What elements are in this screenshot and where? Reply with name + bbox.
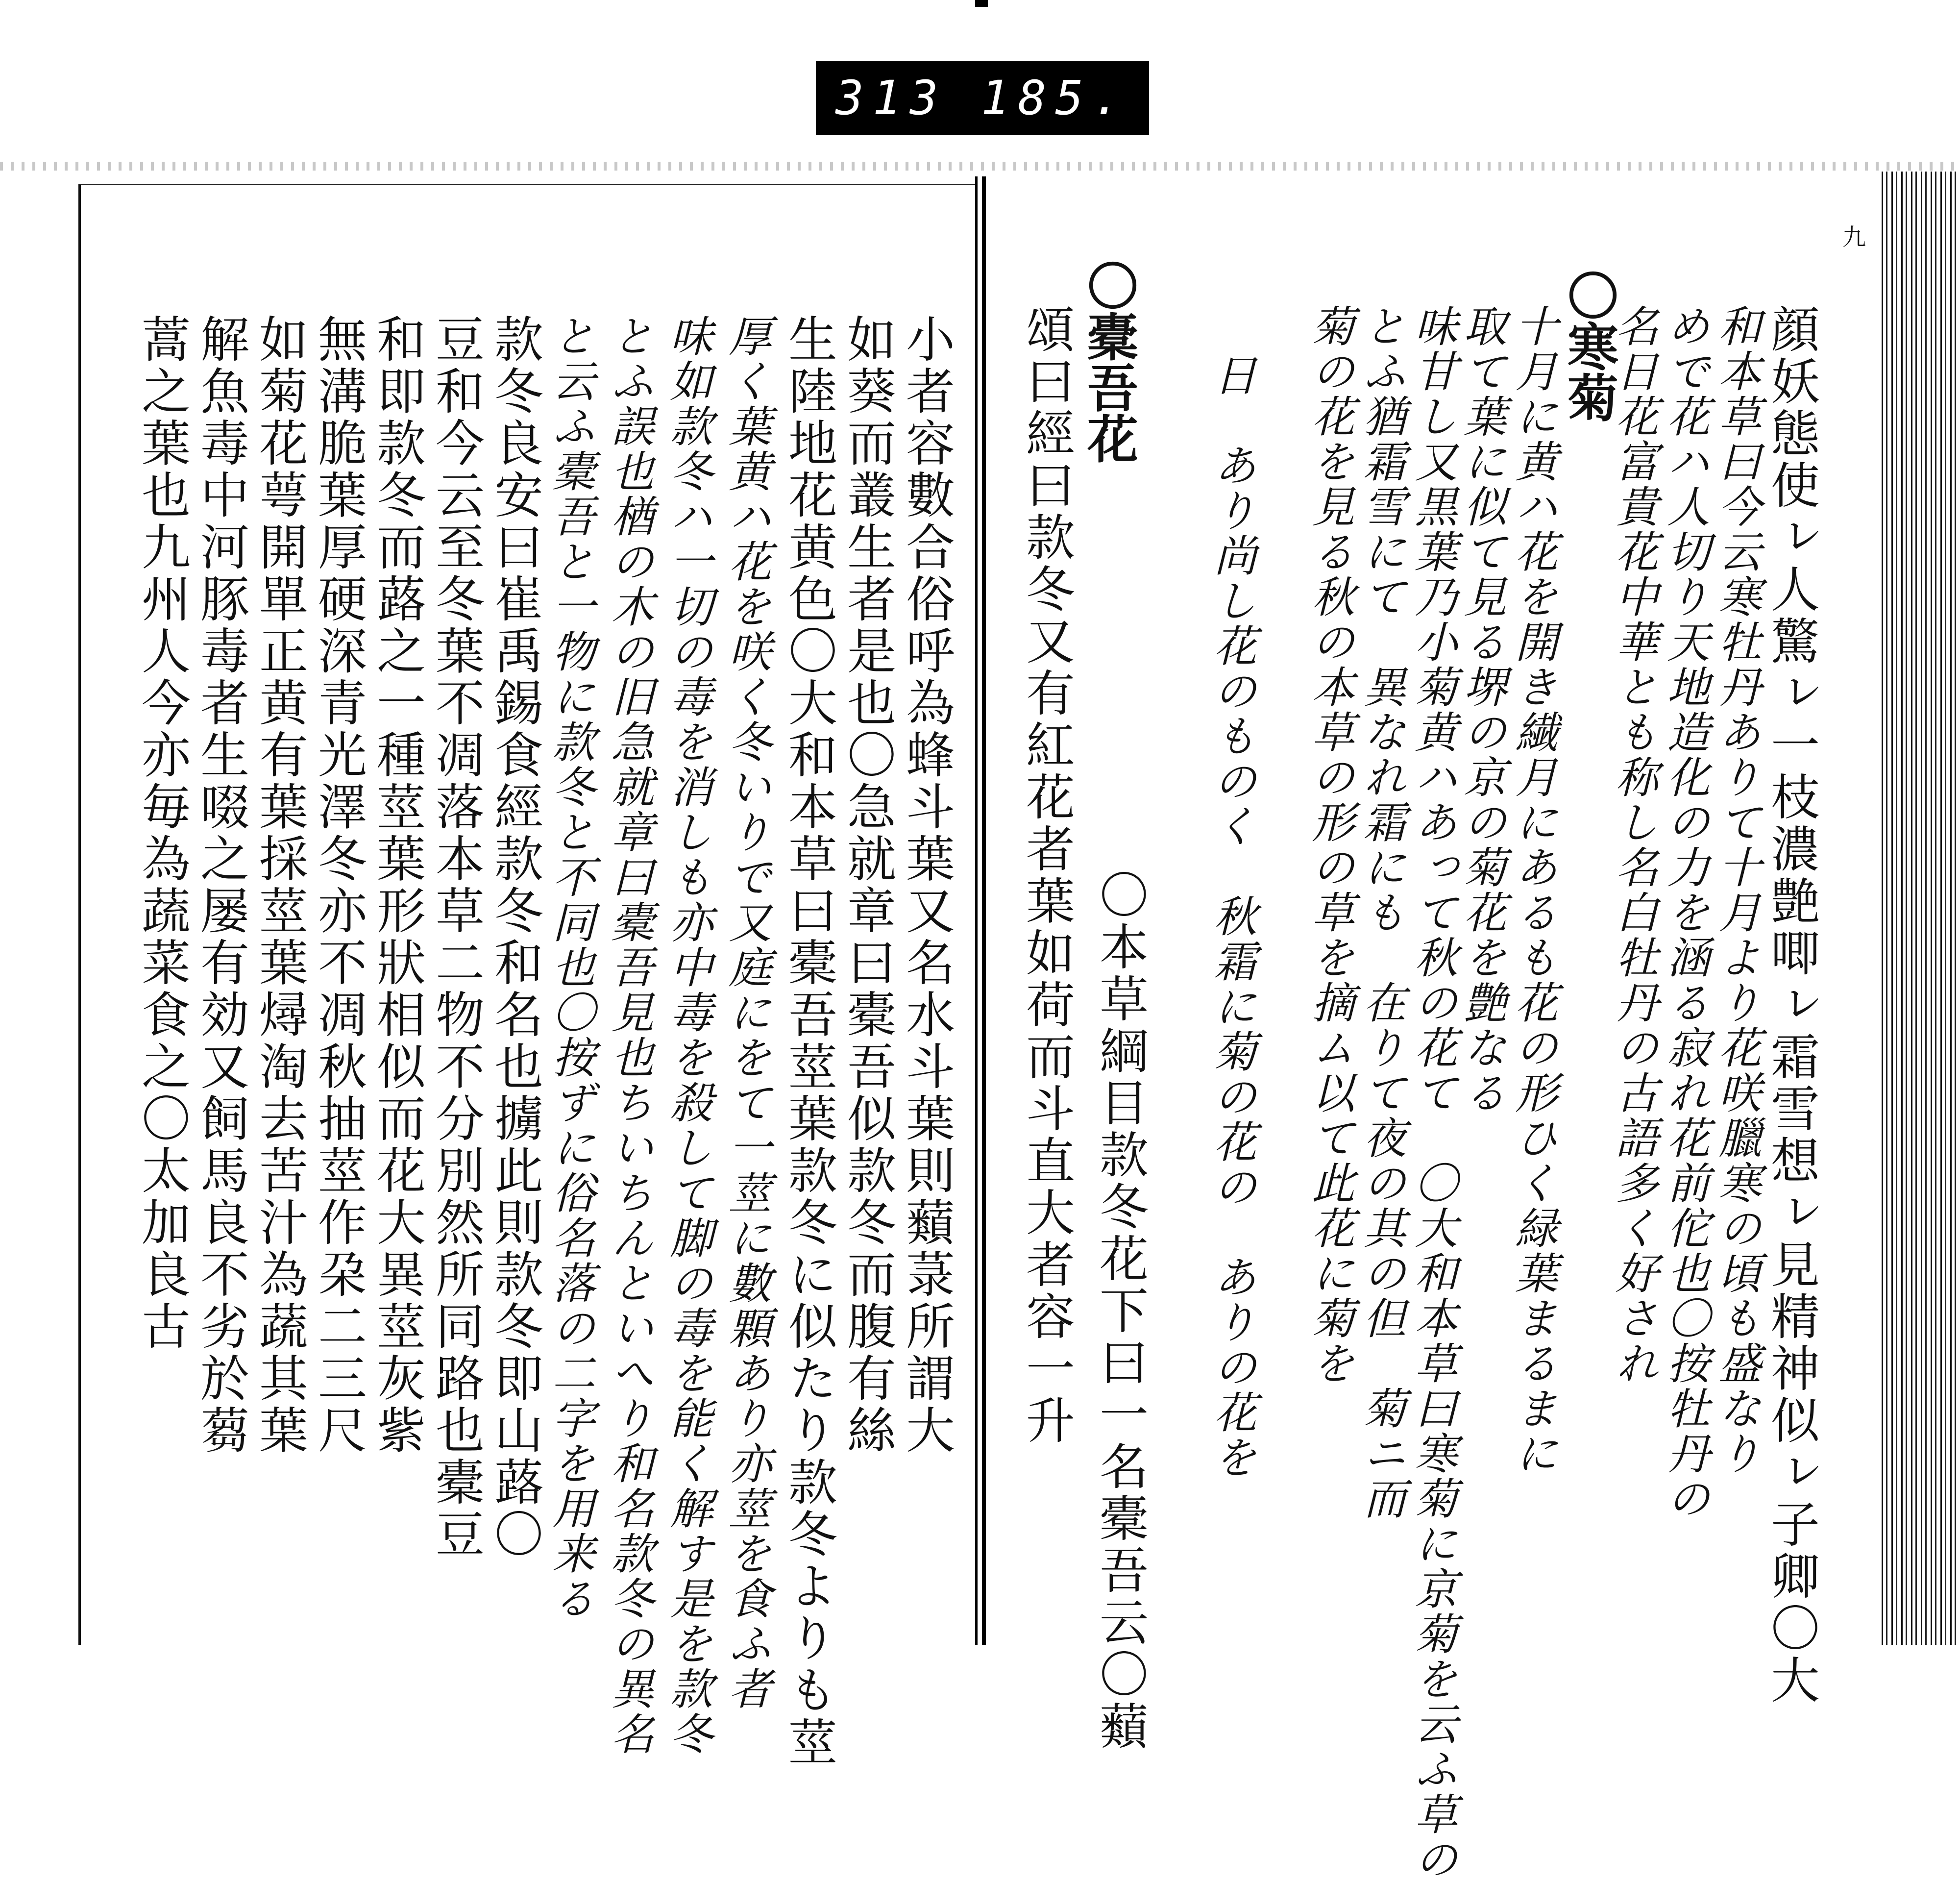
right-column-11: 日 あり尚し花のものく 秋霜に菊の花の ありの花を: [1207, 353, 1257, 1480]
left-column-6: とふ誤也楢の木の旧急就章曰橐吾見也ちいちんといへり和名款冬の異名: [604, 314, 655, 1757]
left-column-2: 如葵而叢生者是也〇急就章曰橐吾似款冬而腹有絲: [839, 314, 896, 1457]
scanner-noise-strip: [0, 162, 1960, 171]
left-column-9: 豆和今云至冬葉不凋落本草二物不分別然所同路也橐豆: [427, 314, 485, 1560]
left-column-4: 厚く葉黄ハ花を咲く冬いりで又庭にをて一莖に數顆あり亦莖を食ふ者: [722, 314, 772, 1711]
page-number: 九: [1842, 223, 1866, 251]
microfilm-frame-label: [816, 61, 1149, 135]
left-column-13: 解魚毒中河豚毒者生啜之屡有効又飼馬良不劣於蒭: [192, 314, 249, 1457]
frame-label-right: 185.: [980, 71, 1129, 125]
left-column-14: 蒿之葉也九州人今亦毎為蔬菜食之〇太加良古: [133, 314, 191, 1353]
top-edge-mark: [975, 0, 988, 7]
left-column-10: 和即款冬而蕗之一種莖葉形狀相似而花大異莖灰紫: [368, 314, 426, 1457]
left-column-12: 如菊花萼開單正黄有葉採莖葉燖淘去苦汁為蔬其葉: [251, 314, 308, 1457]
right-column-8: 味甘し又黒葉乃小菊黄ハあって秋の花て 〇大和本草曰寒菊に京菊を云ふ草の: [1408, 304, 1458, 1882]
right-column-7: 取て葉に似て見る堺の京の菊花を艶なる: [1457, 304, 1507, 1115]
right-column-10: 菊の花を見る秋の本草の形の草を摘ム以て此花に菊を: [1305, 304, 1355, 1386]
right-column-9: とふ猶霜雪にて 異なれ霜にも 在りて夜の其の但 菊ニ而: [1356, 304, 1407, 1521]
left-column-3: 生陸地花黄色〇大和本草曰橐吾莖葉款冬に似たり款冬よりも莖: [780, 314, 837, 1768]
right-column-2: 和本草曰今云寒牡丹ありて十月より花咲臘寒の頃も盛なり: [1712, 304, 1762, 1476]
heading-takugo: 〇橐吾花: [1078, 260, 1139, 464]
right-column-12: 〇本草綱目款冬花下曰一名橐吾云〇蘱: [1091, 662, 1149, 1753]
left-column-5: 味如款冬ハ一切の毒を消しも亦中毒を殺して脚の毒を能く解す是を款冬: [663, 314, 713, 1757]
heading-kangiku: 〇寒菊: [1559, 270, 1619, 422]
frame-label-left: 313: [835, 71, 947, 125]
left-column-7: と云ふ橐吾と一物に款冬と不同也〇按ずに俗名落の二字を用来る: [545, 314, 596, 1621]
right-column-14: 頌曰經曰款冬又有紅花者葉如荷而斗直大者容一升: [1018, 304, 1075, 1447]
right-page-edge: [1882, 172, 1960, 1645]
right-column-1: 顔妖態使ㇾ人驚ㇾ一枝濃艶唧ㇾ霜雪想ㇾ見精神似ㇾ子卿〇大: [1763, 304, 1820, 1707]
right-column-4: 名日花富貴花中華とも称し名白牡丹の古語多く好され: [1609, 304, 1659, 1386]
book-gutter: [975, 176, 986, 1645]
left-column-1: 小者容數合俗呼為蜂斗葉又名水斗葉則蘱菉所謂大: [898, 314, 955, 1457]
left-column-8: 款冬良安曰崔禹錫食經款冬和名也擄此則款冬即山蕗〇: [486, 314, 543, 1560]
right-column-6: 十月に黄ハ花を開き繊月にあるも花の形ひく緑葉まるまに: [1508, 304, 1559, 1476]
left-column-11: 無溝脆葉厚硬深青光澤冬亦不凋秋抽莖作朶二三尺: [310, 314, 367, 1457]
right-column-3: めで花ハ人切り天地造化の力を涵る寂れ花前佗也〇按牡丹の: [1660, 304, 1711, 1521]
